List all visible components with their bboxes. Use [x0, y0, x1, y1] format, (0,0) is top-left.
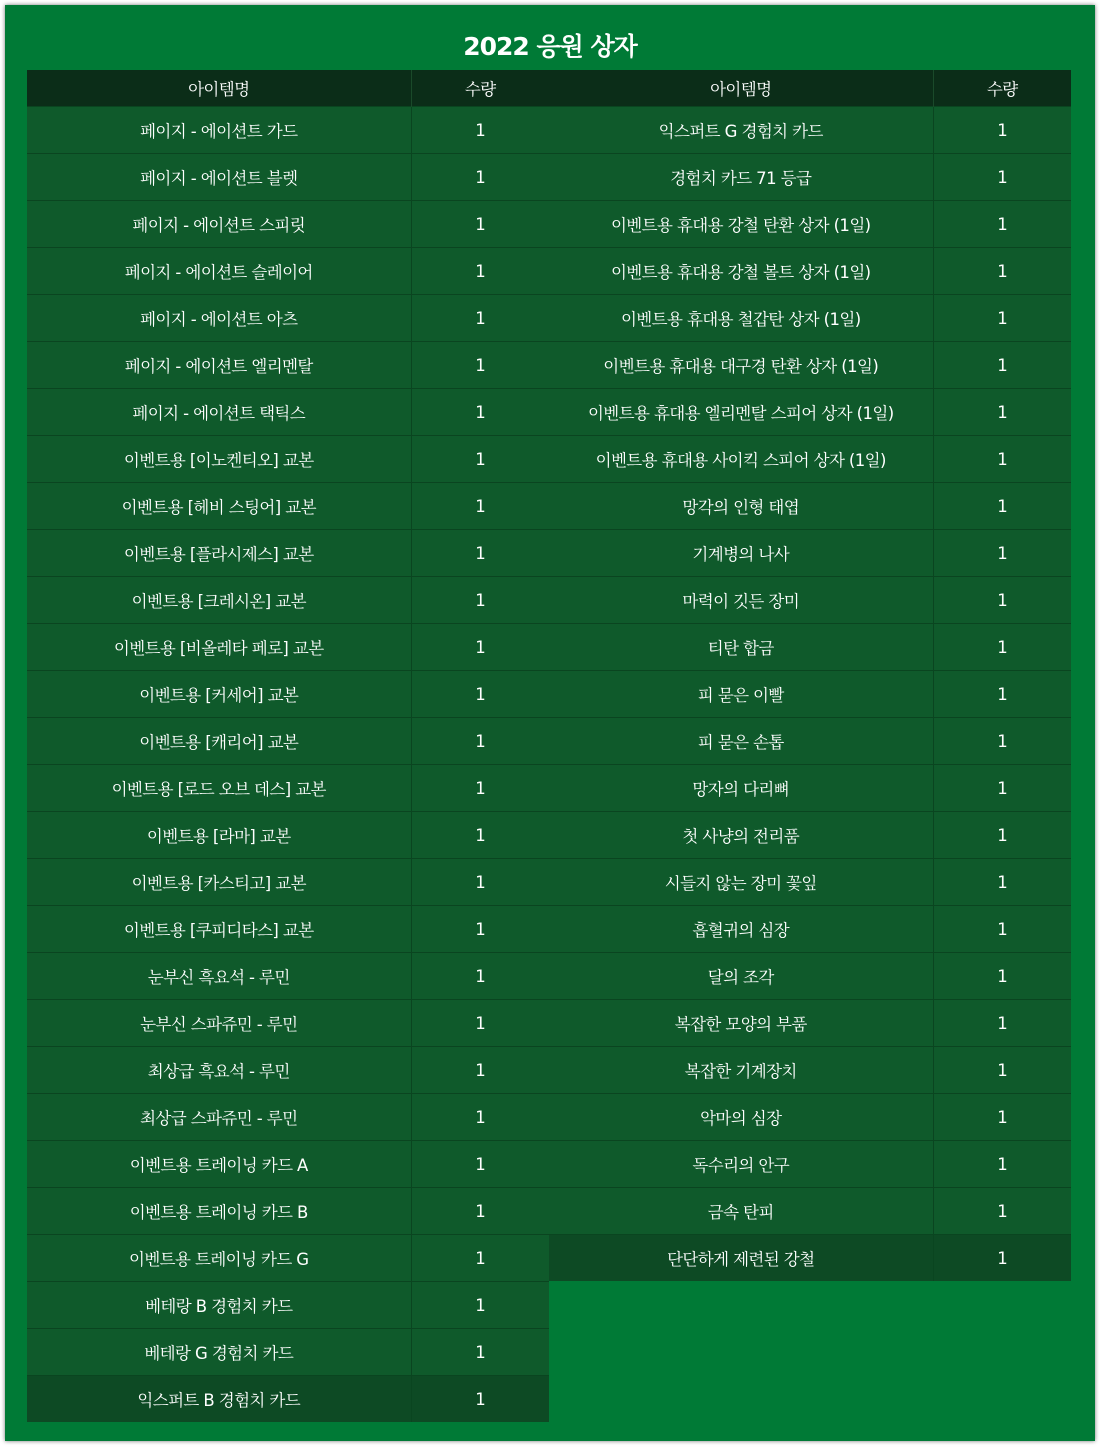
- table-row: [27, 342, 549, 389]
- table-row: [27, 201, 549, 248]
- table-row: [549, 1141, 1071, 1188]
- item-quantity-cell: 1: [411, 718, 549, 765]
- item-name-cell: 페이지 - 에이션트 가드: [27, 107, 411, 154]
- table-row: [549, 953, 1071, 1000]
- item-name-cell: 이벤트용 [카스티고] 교본: [27, 859, 411, 906]
- table-row: [549, 389, 1071, 436]
- item-quantity-cell: 1: [411, 812, 549, 859]
- item-quantity-cell: 1: [411, 1282, 549, 1329]
- item-quantity-cell: 1: [933, 107, 1071, 154]
- item-quantity-cell: 1: [933, 1000, 1071, 1047]
- item-name-cell: 복잡한 모양의 부품: [549, 1000, 933, 1047]
- table-row: [549, 201, 1071, 248]
- item-name-cell: 티탄 합금: [549, 624, 933, 671]
- item-name-cell: 이벤트용 [라마] 교본: [27, 812, 411, 859]
- item-name-cell: 이벤트용 트레이닝 카드 B: [27, 1188, 411, 1235]
- table-row: [27, 1000, 549, 1047]
- item-quantity-cell: 1: [411, 859, 549, 906]
- table-row: [549, 765, 1071, 812]
- header-row: [549, 70, 1071, 107]
- item-quantity-cell: 1: [411, 1141, 549, 1188]
- item-quantity-cell: 1: [411, 295, 549, 342]
- table-row: [549, 342, 1071, 389]
- item-quantity-cell: 1: [933, 812, 1071, 859]
- item-quantity-cell: 1: [411, 1000, 549, 1047]
- item-quantity-cell: 1: [933, 859, 1071, 906]
- item-name-cell: 페이지 - 에이션트 엘리멘탈: [27, 342, 411, 389]
- table-row: [27, 107, 549, 154]
- item-quantity-cell: 1: [411, 201, 549, 248]
- item-name-cell: 독수리의 안구: [549, 1141, 933, 1188]
- item-name-cell: 첫 사냥의 전리품: [549, 812, 933, 859]
- table-row: [27, 718, 549, 765]
- item-name-cell: 눈부신 흑요석 - 루민: [27, 953, 411, 1000]
- item-quantity-cell: 1: [411, 624, 549, 671]
- table-row: [549, 530, 1071, 577]
- table-row: [27, 1282, 549, 1329]
- item-name-cell: 최상급 스파쥬민 - 루민: [27, 1094, 411, 1141]
- item-quantity-cell: 1: [933, 483, 1071, 530]
- item-quantity-cell: 1: [411, 1329, 549, 1376]
- item-name-cell: 단단하게 제련된 강철: [549, 1235, 933, 1282]
- header-quantity: 수량: [411, 70, 549, 107]
- table-row: [27, 248, 549, 295]
- item-name-cell: 베테랑 B 경험치 카드: [27, 1282, 411, 1329]
- table-row: [549, 483, 1071, 530]
- item-quantity-cell: 1: [933, 624, 1071, 671]
- table-row: [27, 859, 549, 906]
- item-table-right: [549, 70, 1071, 1281]
- table-row: [27, 953, 549, 1000]
- table-row: [27, 1141, 549, 1188]
- item-name-cell: 금속 탄피: [549, 1188, 933, 1235]
- item-name-cell: 이벤트용 [헤비 스팅어] 교본: [27, 483, 411, 530]
- item-quantity-cell: 1: [411, 342, 549, 389]
- item-quantity-cell: 1: [933, 577, 1071, 624]
- item-quantity-cell: 1: [933, 1141, 1071, 1188]
- box-title: 2022 응원 상자: [463, 32, 637, 61]
- item-name-cell: 페이지 - 에이션트 아츠: [27, 295, 411, 342]
- table-row: [549, 107, 1071, 154]
- header-quantity: 수량: [933, 70, 1071, 107]
- table-row: [549, 859, 1071, 906]
- item-name-cell: 이벤트용 휴대용 대구경 탄환 상자 (1일): [549, 342, 933, 389]
- table-row: [27, 1235, 549, 1282]
- item-name-cell: 최상급 흑요석 - 루민: [27, 1047, 411, 1094]
- table-row: [549, 1094, 1071, 1141]
- item-quantity-cell: 1: [933, 342, 1071, 389]
- table-row: [27, 906, 549, 953]
- item-quantity-cell: 1: [411, 530, 549, 577]
- table-row: [27, 1376, 549, 1423]
- table-row: [27, 1094, 549, 1141]
- item-name-cell: 망각의 인형 태엽: [549, 483, 933, 530]
- table-row: [27, 624, 549, 671]
- header-item-name: 아이템명: [549, 70, 933, 107]
- item-quantity-cell: 1: [411, 154, 549, 201]
- table-row: [27, 154, 549, 201]
- item-quantity-cell: 1: [933, 248, 1071, 295]
- item-name-cell: 이벤트용 [크레시온] 교본: [27, 577, 411, 624]
- item-name-cell: 이벤트용 [비올레타 페로] 교본: [27, 624, 411, 671]
- item-name-cell: 망자의 다리뼈: [549, 765, 933, 812]
- table-row: [27, 389, 549, 436]
- table-row: [27, 1188, 549, 1235]
- item-quantity-cell: 1: [933, 906, 1071, 953]
- item-name-cell: 페이지 - 에이션트 슬레이어: [27, 248, 411, 295]
- item-name-cell: 이벤트용 [쿠피디타스] 교본: [27, 906, 411, 953]
- item-quantity-cell: 1: [933, 154, 1071, 201]
- header-row: [27, 70, 549, 107]
- item-quantity-cell: 1: [933, 671, 1071, 718]
- item-name-cell: 페이지 - 에이션트 스피릿: [27, 201, 411, 248]
- table-row: [549, 436, 1071, 483]
- table-row: [549, 1235, 1071, 1282]
- table-row: [549, 248, 1071, 295]
- item-quantity-cell: 1: [411, 1376, 549, 1423]
- table-row: [549, 577, 1071, 624]
- item-name-cell: 이벤트용 트레이닝 카드 G: [27, 1235, 411, 1282]
- table-row: [27, 295, 549, 342]
- item-quantity-cell: 1: [411, 577, 549, 624]
- table-row: [27, 577, 549, 624]
- item-quantity-cell: 1: [411, 1047, 549, 1094]
- item-name-cell: 이벤트용 [캐리어] 교본: [27, 718, 411, 765]
- item-name-cell: 이벤트용 [플라시제스] 교본: [27, 530, 411, 577]
- table-row: [549, 906, 1071, 953]
- table-row: [27, 1047, 549, 1094]
- item-quantity-cell: 1: [933, 1094, 1071, 1141]
- item-quantity-cell: 1: [411, 953, 549, 1000]
- item-name-cell: 경험치 카드 71 등급: [549, 154, 933, 201]
- table-row: [549, 718, 1071, 765]
- item-table-left: [27, 70, 549, 1422]
- item-quantity-cell: 1: [933, 295, 1071, 342]
- item-name-cell: 흡혈귀의 심장: [549, 906, 933, 953]
- table-row: [549, 1000, 1071, 1047]
- table-row: [27, 1329, 549, 1376]
- item-quantity-cell: 1: [933, 1188, 1071, 1235]
- table-row: [549, 671, 1071, 718]
- item-name-cell: 복잡한 기계장치: [549, 1047, 933, 1094]
- item-name-cell: 피 묻은 이빨: [549, 671, 933, 718]
- item-name-cell: 이벤트용 트레이닝 카드 A: [27, 1141, 411, 1188]
- item-name-cell: 페이지 - 에이션트 블렛: [27, 154, 411, 201]
- table-row: [549, 1047, 1071, 1094]
- item-name-cell: 달의 조각: [549, 953, 933, 1000]
- item-quantity-cell: 1: [411, 436, 549, 483]
- item-quantity-cell: 1: [933, 953, 1071, 1000]
- item-name-cell: 마력이 깃든 장미: [549, 577, 933, 624]
- item-quantity-cell: 1: [933, 718, 1071, 765]
- item-name-cell: 악마의 심장: [549, 1094, 933, 1141]
- item-name-cell: 이벤트용 휴대용 사이킥 스피어 상자 (1일): [549, 436, 933, 483]
- item-quantity-cell: 1: [411, 1188, 549, 1235]
- item-name-cell: 기계병의 나사: [549, 530, 933, 577]
- table-row: [27, 483, 549, 530]
- item-name-cell: 익스퍼트 G 경험치 카드: [549, 107, 933, 154]
- item-quantity-cell: 1: [411, 389, 549, 436]
- item-quantity-cell: 1: [933, 1047, 1071, 1094]
- item-quantity-cell: 1: [411, 107, 549, 154]
- item-quantity-cell: 1: [933, 530, 1071, 577]
- item-name-cell: 이벤트용 [이노켄티오] 교본: [27, 436, 411, 483]
- item-name-cell: 이벤트용 [커세어] 교본: [27, 671, 411, 718]
- table-row: [27, 530, 549, 577]
- table-row: [27, 671, 549, 718]
- item-quantity-cell: 1: [933, 1235, 1071, 1282]
- item-name-cell: 페이지 - 에이션트 택틱스: [27, 389, 411, 436]
- item-name-cell: 시들지 않는 장미 꽃잎: [549, 859, 933, 906]
- table-row: [549, 624, 1071, 671]
- item-quantity-cell: 1: [411, 906, 549, 953]
- item-name-cell: 이벤트용 휴대용 강철 볼트 상자 (1일): [549, 248, 933, 295]
- reward-box-panel: [5, 5, 1095, 1441]
- item-name-cell: 눈부신 스파쥬민 - 루민: [27, 1000, 411, 1047]
- item-name-cell: 익스퍼트 B 경험치 카드: [27, 1376, 411, 1423]
- item-quantity-cell: 1: [933, 389, 1071, 436]
- table-row: [549, 812, 1071, 859]
- item-quantity-cell: 1: [933, 436, 1071, 483]
- item-name-cell: 베테랑 G 경험치 카드: [27, 1329, 411, 1376]
- item-name-cell: 이벤트용 휴대용 철갑탄 상자 (1일): [549, 295, 933, 342]
- item-quantity-cell: 1: [411, 1094, 549, 1141]
- item-name-cell: 이벤트용 휴대용 강철 탄환 상자 (1일): [549, 201, 933, 248]
- item-name-cell: 이벤트용 [로드 오브 데스] 교본: [27, 765, 411, 812]
- table-row: [27, 812, 549, 859]
- item-quantity-cell: 1: [411, 671, 549, 718]
- table-row: [549, 1188, 1071, 1235]
- table-row: [549, 154, 1071, 201]
- item-quantity-cell: 1: [411, 1235, 549, 1282]
- item-name-cell: 이벤트용 휴대용 엘리멘탈 스피어 상자 (1일): [549, 389, 933, 436]
- item-quantity-cell: 1: [411, 765, 549, 812]
- item-quantity-cell: 1: [411, 248, 549, 295]
- table-row: [27, 436, 549, 483]
- item-quantity-cell: 1: [933, 765, 1071, 812]
- table-row: [549, 295, 1071, 342]
- header-item-name: 아이템명: [27, 70, 411, 107]
- item-quantity-cell: 1: [411, 483, 549, 530]
- table-row: [27, 765, 549, 812]
- item-name-cell: 피 묻은 손톱: [549, 718, 933, 765]
- item-quantity-cell: 1: [933, 201, 1071, 248]
